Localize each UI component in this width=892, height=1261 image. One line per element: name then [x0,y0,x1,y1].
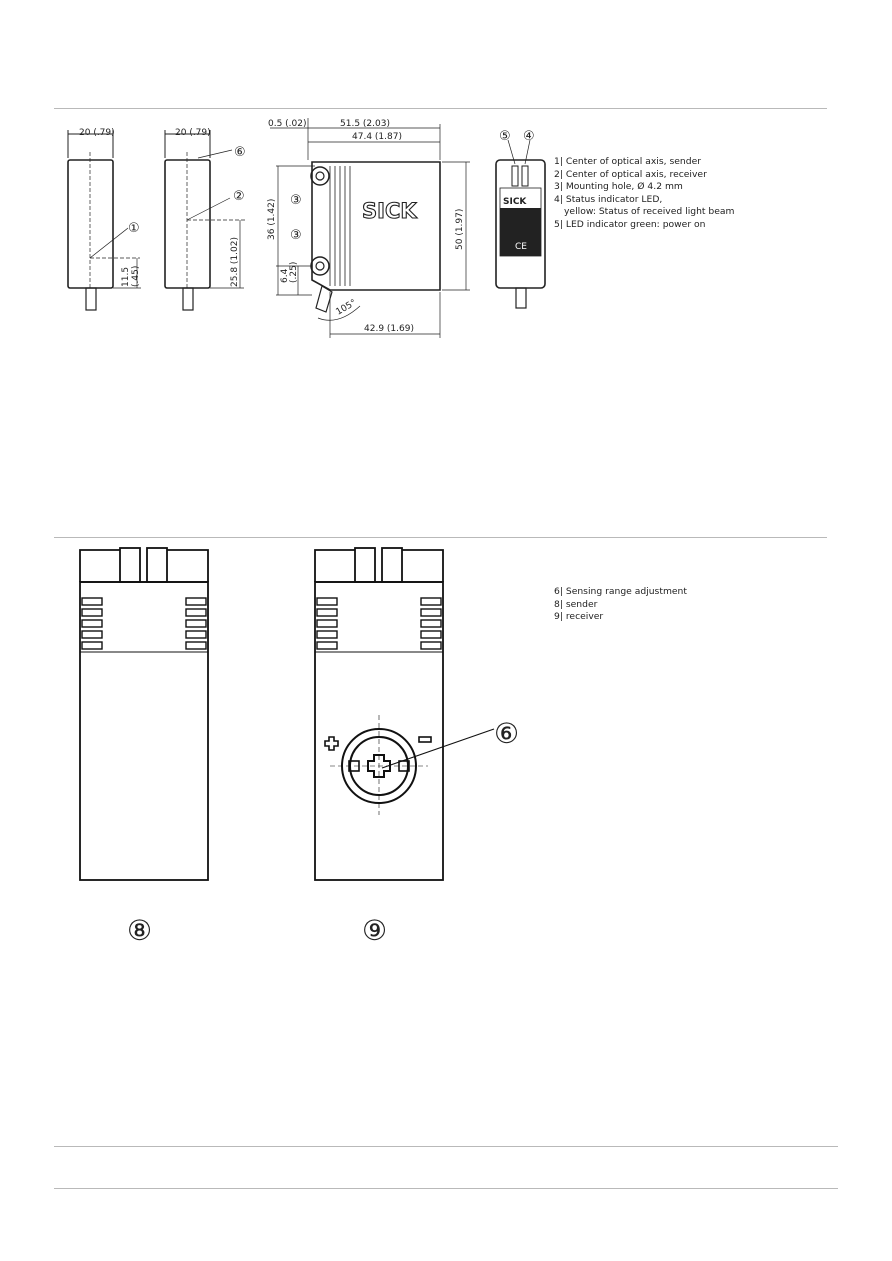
dim-height-50: 50 (1.97) [455,208,465,250]
legend-figure-2 [554,586,687,624]
callout-1: ① [128,221,140,236]
callout-4: ④ [523,129,535,144]
callout-9-receiver: ⑨ [362,914,388,947]
legend-item-4-detail: yellow: Status of received light beam [564,206,735,218]
minus-icon [419,737,431,742]
sensing-range-adjuster-icon [330,715,428,815]
legend-item-9: 9| receiver [554,611,604,623]
callout-6-large: ⑥ [494,717,520,750]
dim-width-mid: 20 (.79) [175,128,211,138]
callout-3-upper: ③ [290,193,302,208]
receiver-view [315,548,494,880]
dim-axis-11-5: 11.5 [121,266,131,287]
sick-logo-end: SICK [503,197,527,207]
legend-item-2: 2| Center of optical axis, receiver [554,168,707,180]
dim-offset: 0.5 (.02) [268,119,307,129]
dim-height-36: 36 (1.42) [267,198,277,240]
callout-6-top: ⑥ [234,145,246,160]
ce-mark: CE [515,242,527,252]
callout-2: ② [233,189,245,204]
legend-item-6: 6| Sensing range adjustment [554,586,687,597]
legend-item-1: 1| Center of optical axis, sender [554,156,702,167]
dim-width-left: 20 (.79) [79,128,115,138]
dim-axis-25-8: 25.8 (1.02) [230,237,240,287]
plus-icon [325,737,338,750]
dim-body-length: 47.4 (1.87) [352,132,402,142]
dim-hole-6-4-in: (.25) [289,261,299,283]
legend-item-3: 3| Mounting hole, Ø 4.2 mm [554,181,683,193]
dim-angle: 105° [334,298,359,318]
sender-view [80,548,208,880]
callout-5: ⑤ [499,129,511,144]
dim-total-length: 51.5 (2.03) [340,119,390,129]
dim-bottom-length: 42.9 (1.69) [364,324,414,334]
sick-logo-side: SICK [362,199,417,223]
callout-8-sender: ⑧ [127,914,153,947]
dim-hole-6-4: 6.4 [280,268,290,283]
dim-axis-11-5-in: (.45) [131,265,141,287]
legend-item-8: 8| sender [554,598,598,610]
legend-item-4: 4| Status indicator LED, [554,193,663,205]
callout-3-lower: ③ [290,228,302,243]
legend-item-5: 5| LED indicator green: power on [554,218,706,230]
